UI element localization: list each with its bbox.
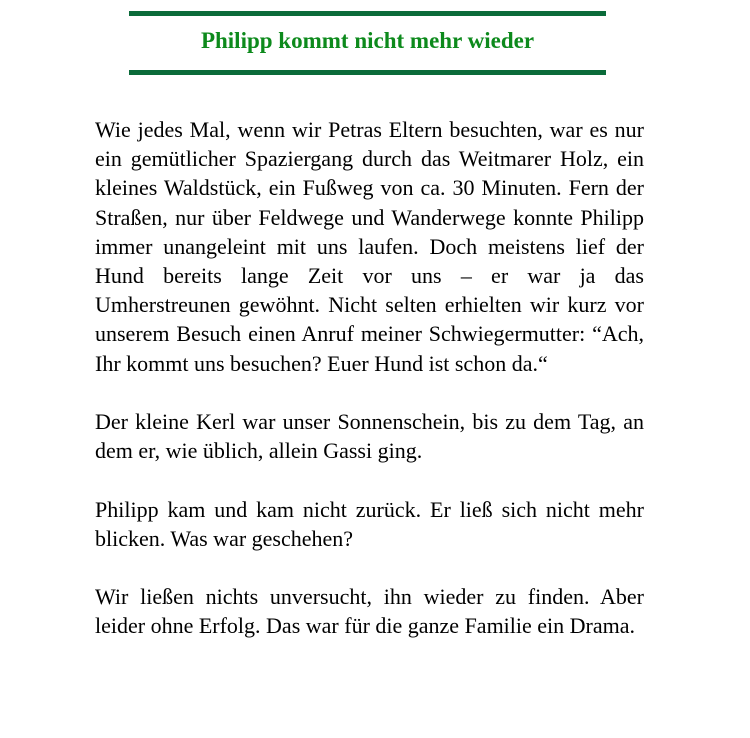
- paragraph-3: Philipp kam und kam nicht zurück. Er ließ sich nicht mehr blicken. Was war geschehen?: [95, 496, 644, 551]
- story-body: [95, 115, 644, 641]
- paragraph-1: Wie jedes Mal, wenn wir Petras Eltern besuchten, war es nur ein gemütlicher Spaziergang durch das Weitmarer Holz, ein kleines Waldstück, ein Fußweg von ca. 30 Minuten. Fern der Straßen, nur über Feldwege und Wanderwege konnte Philipp immer unangeleint mit uns laufen. Doch meistens lief der Hund bereits lange Zeit vor uns – er war ja das Umherstreunen gewöhnt. Nicht selten erhielten wir kurz vor unserem Besuch einen Anruf meiner Schwiegermutter: “Ach, Ihr kommt uns besuchen? Euer Hund ist schon da.“: [95, 117, 644, 376]
- paragraph-4: Wir ließen nichts unversucht, ihn wieder zu finden. Aber leider ohne Erfolg. Das war für die ganze Familie ein Drama.: [95, 584, 644, 639]
- top-rule: [129, 11, 606, 16]
- bottom-rule: [129, 70, 606, 75]
- paragraph-2: Der kleine Kerl war unser Sonnenschein, bis zu dem Tag, an dem er, wie üblich, allein Gassi ging.: [95, 409, 644, 464]
- chapter-title: Philipp kommt nicht mehr wieder: [200, 28, 535, 53]
